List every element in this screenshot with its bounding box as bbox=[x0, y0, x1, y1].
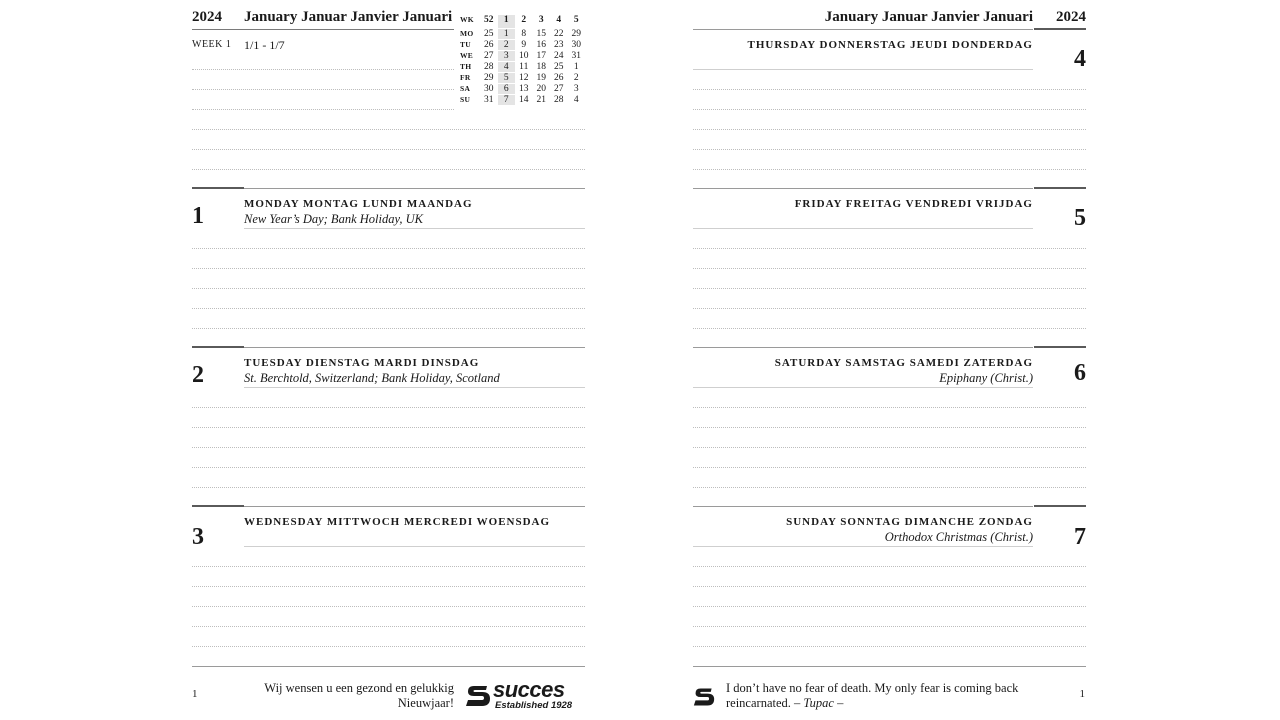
writing-line bbox=[693, 646, 1086, 647]
calendar-date: 1 bbox=[573, 61, 579, 72]
quote-author: Tupac bbox=[803, 696, 834, 710]
mini-calendar-row bbox=[460, 61, 585, 72]
writing-line bbox=[693, 129, 1086, 130]
day-divider-accent bbox=[192, 505, 244, 507]
day-number: 4 bbox=[1074, 46, 1086, 72]
right-year: 2024 bbox=[1056, 9, 1086, 25]
week-number: 4 bbox=[556, 14, 562, 25]
calendar-date: 23 bbox=[554, 39, 564, 50]
weekday-label: SA bbox=[460, 84, 471, 93]
calendar-date: 30 bbox=[571, 39, 581, 50]
calendar-date: 31 bbox=[484, 94, 494, 105]
writing-line bbox=[192, 308, 585, 309]
writing-line bbox=[192, 646, 585, 647]
writing-line bbox=[693, 387, 1033, 388]
day-divider bbox=[693, 188, 1033, 189]
calendar-date: 5 bbox=[498, 73, 516, 83]
mini-calendar-body bbox=[460, 28, 585, 105]
calendar-date: 27 bbox=[554, 83, 564, 94]
writing-line bbox=[192, 268, 585, 269]
calendar-date: 10 bbox=[519, 50, 529, 61]
writing-line bbox=[693, 586, 1086, 587]
day-divider bbox=[244, 506, 585, 507]
writing-line bbox=[192, 109, 454, 110]
calendar-date: 20 bbox=[536, 83, 546, 94]
succes-s-icon bbox=[465, 683, 491, 709]
calendar-date: 2 bbox=[498, 40, 516, 50]
calendar-date: 2 bbox=[573, 72, 579, 83]
calendar-date: 27 bbox=[484, 50, 494, 61]
calendar-date: 16 bbox=[536, 39, 546, 50]
calendar-date: 3 bbox=[573, 83, 579, 94]
day-divider bbox=[244, 347, 585, 348]
writing-line bbox=[693, 149, 1086, 150]
calendar-date: 21 bbox=[536, 94, 546, 105]
calendar-date: 9 bbox=[521, 39, 527, 50]
writing-line bbox=[192, 288, 585, 289]
day-number: 6 bbox=[1074, 360, 1086, 386]
footer-message-line: Wij wensen u een gezond en gelukkig bbox=[264, 681, 454, 695]
header-underline bbox=[693, 29, 1033, 30]
footer-quote bbox=[726, 681, 1018, 711]
writing-line bbox=[192, 487, 585, 488]
day-divider-accent bbox=[1034, 187, 1086, 189]
writing-line bbox=[693, 69, 1033, 70]
writing-line bbox=[693, 288, 1086, 289]
writing-line bbox=[693, 487, 1086, 488]
holiday-note: New Year’s Day; Bank Holiday, UK bbox=[244, 212, 423, 226]
writing-line bbox=[192, 586, 585, 587]
mini-calendar-row bbox=[460, 72, 585, 83]
writing-line bbox=[192, 427, 585, 428]
writing-line bbox=[693, 626, 1086, 627]
writing-line bbox=[693, 328, 1086, 329]
mini-calendar bbox=[460, 14, 585, 105]
writing-line bbox=[192, 149, 585, 150]
day-name: MONDAY MONTAG LUNDI MAANDAG bbox=[244, 198, 473, 210]
calendar-date: 15 bbox=[536, 28, 546, 39]
calendar-date: 19 bbox=[536, 72, 546, 83]
quote-line bbox=[726, 696, 1018, 711]
quote-dash: – bbox=[833, 696, 844, 710]
right-month-title: January Januar Janvier Januari bbox=[824, 9, 1033, 25]
weekday-label: TH bbox=[460, 62, 472, 71]
writing-line bbox=[693, 169, 1086, 170]
writing-line bbox=[192, 606, 585, 607]
calendar-date: 4 bbox=[573, 94, 579, 105]
day-number: 7 bbox=[1074, 524, 1086, 550]
holiday-note: Epiphany (Christ.) bbox=[939, 371, 1033, 385]
week-number: 1 bbox=[498, 15, 516, 25]
writing-line bbox=[693, 109, 1086, 110]
day-name: WEDNESDAY MITTWOCH MERCREDI WOENSDAG bbox=[244, 516, 551, 528]
week-header-label: WK bbox=[460, 15, 474, 24]
footer-message bbox=[246, 681, 454, 711]
calendar-date: 17 bbox=[536, 50, 546, 61]
page-number: 1 bbox=[192, 688, 198, 700]
writing-line bbox=[192, 129, 585, 130]
logo-tagline: Established 1928 bbox=[495, 700, 573, 711]
writing-line bbox=[693, 447, 1086, 448]
left-planner-page bbox=[192, 0, 585, 720]
succes-s-icon bbox=[693, 686, 715, 708]
mini-calendar-row bbox=[460, 50, 585, 61]
calendar-date: 29 bbox=[571, 28, 581, 39]
writing-line bbox=[192, 626, 585, 627]
week-range: 1/1 - 1/7 bbox=[244, 38, 285, 52]
calendar-date: 8 bbox=[521, 28, 527, 39]
writing-line bbox=[192, 89, 454, 90]
calendar-date: 22 bbox=[554, 28, 564, 39]
mini-calendar-row bbox=[460, 94, 585, 105]
quote-text: reincarnated. – bbox=[726, 696, 804, 710]
day-divider-accent bbox=[192, 187, 244, 189]
calendar-date: 26 bbox=[484, 39, 494, 50]
day-divider bbox=[693, 347, 1033, 348]
logo-wordmark: succes bbox=[493, 677, 565, 702]
calendar-date: 31 bbox=[571, 50, 581, 61]
header-accent bbox=[1034, 28, 1086, 30]
writing-line bbox=[693, 308, 1086, 309]
calendar-date: 12 bbox=[519, 72, 529, 83]
writing-line bbox=[244, 387, 585, 388]
calendar-date: 1 bbox=[498, 29, 516, 39]
calendar-date: 11 bbox=[519, 61, 529, 72]
header-underline bbox=[192, 29, 454, 30]
holiday-note: Orthodox Christmas (Christ.) bbox=[884, 530, 1033, 544]
writing-line bbox=[693, 248, 1086, 249]
writing-line bbox=[192, 69, 454, 70]
calendar-date: 14 bbox=[519, 94, 529, 105]
week-number: 52 bbox=[484, 14, 494, 25]
day-name: SUNDAY SONNTAG DIMANCHE ZONDAG bbox=[786, 516, 1033, 528]
left-year: 2024 bbox=[192, 9, 222, 25]
day-divider-accent bbox=[192, 346, 244, 348]
footer-divider bbox=[192, 666, 585, 667]
weekday-label: FR bbox=[460, 73, 471, 82]
calendar-date: 7 bbox=[498, 95, 516, 105]
week-label: WEEK 1 bbox=[192, 39, 232, 50]
day-divider-accent bbox=[1034, 346, 1086, 348]
writing-line bbox=[192, 169, 585, 170]
day-number: 1 bbox=[192, 203, 204, 229]
day-name: TUESDAY DIENSTAG MARDI DINSDAG bbox=[244, 357, 480, 369]
writing-line bbox=[693, 566, 1086, 567]
mini-calendar-row bbox=[460, 39, 585, 50]
calendar-date: 25 bbox=[554, 61, 564, 72]
holiday-note: St. Berchtold, Switzerland; Bank Holiday, Scotland bbox=[244, 371, 500, 385]
day-divider bbox=[693, 506, 1033, 507]
day-number: 3 bbox=[192, 524, 204, 550]
footer-divider bbox=[693, 666, 1086, 667]
day-name: FRIDAY FREITAG VENDREDI VRIJDAG bbox=[794, 198, 1033, 210]
mini-calendar-header bbox=[460, 14, 585, 25]
calendar-date: 28 bbox=[484, 61, 494, 72]
weekday-label: MO bbox=[460, 29, 474, 38]
calendar-date: 13 bbox=[519, 83, 529, 94]
mini-calendar-row bbox=[460, 83, 585, 94]
writing-line bbox=[192, 248, 585, 249]
writing-line bbox=[693, 407, 1086, 408]
calendar-date: 4 bbox=[498, 62, 516, 72]
writing-line bbox=[192, 407, 585, 408]
writing-line bbox=[192, 447, 585, 448]
writing-line bbox=[192, 328, 585, 329]
day-number: 2 bbox=[192, 362, 204, 388]
writing-line bbox=[693, 427, 1086, 428]
calendar-date: 28 bbox=[554, 94, 564, 105]
page-number: 1 bbox=[1079, 688, 1085, 700]
mini-calendar-row bbox=[460, 28, 585, 39]
calendar-date: 6 bbox=[498, 84, 516, 94]
weekday-label: SU bbox=[460, 95, 471, 104]
calendar-date: 26 bbox=[554, 72, 564, 83]
weekday-label: WE bbox=[460, 51, 474, 60]
day-name: THURSDAY DONNERSTAG JEUDI DONDERDAG bbox=[747, 39, 1033, 51]
week-number: 5 bbox=[573, 14, 579, 25]
writing-line bbox=[693, 268, 1086, 269]
week-number: 3 bbox=[538, 14, 544, 25]
left-month-title: January Januar Janvier Januari bbox=[244, 9, 453, 25]
weekday-label: TU bbox=[460, 40, 472, 49]
day-divider bbox=[244, 188, 585, 189]
writing-line bbox=[693, 546, 1033, 547]
writing-line bbox=[244, 546, 585, 547]
day-divider-accent bbox=[1034, 505, 1086, 507]
quote-line: I don’t have no fear of death. My only fear is coming back bbox=[726, 681, 1019, 695]
day-name: SATURDAY SAMSTAG SAMEDI ZATERDAG bbox=[774, 357, 1033, 369]
writing-line bbox=[244, 228, 585, 229]
calendar-date: 18 bbox=[536, 61, 546, 72]
writing-line bbox=[693, 89, 1086, 90]
day-number: 5 bbox=[1074, 205, 1086, 231]
writing-line bbox=[192, 566, 585, 567]
calendar-date: 24 bbox=[554, 50, 564, 61]
calendar-date: 30 bbox=[484, 83, 494, 94]
footer-message-line: Nieuwjaar! bbox=[397, 696, 454, 710]
right-planner-page bbox=[693, 0, 1086, 720]
calendar-date: 3 bbox=[498, 51, 516, 61]
calendar-date: 29 bbox=[484, 72, 494, 83]
calendar-date: 25 bbox=[484, 28, 494, 39]
writing-line bbox=[192, 467, 585, 468]
week-number: 2 bbox=[521, 14, 527, 25]
writing-line bbox=[693, 467, 1086, 468]
writing-line bbox=[693, 228, 1033, 229]
writing-line bbox=[693, 606, 1086, 607]
